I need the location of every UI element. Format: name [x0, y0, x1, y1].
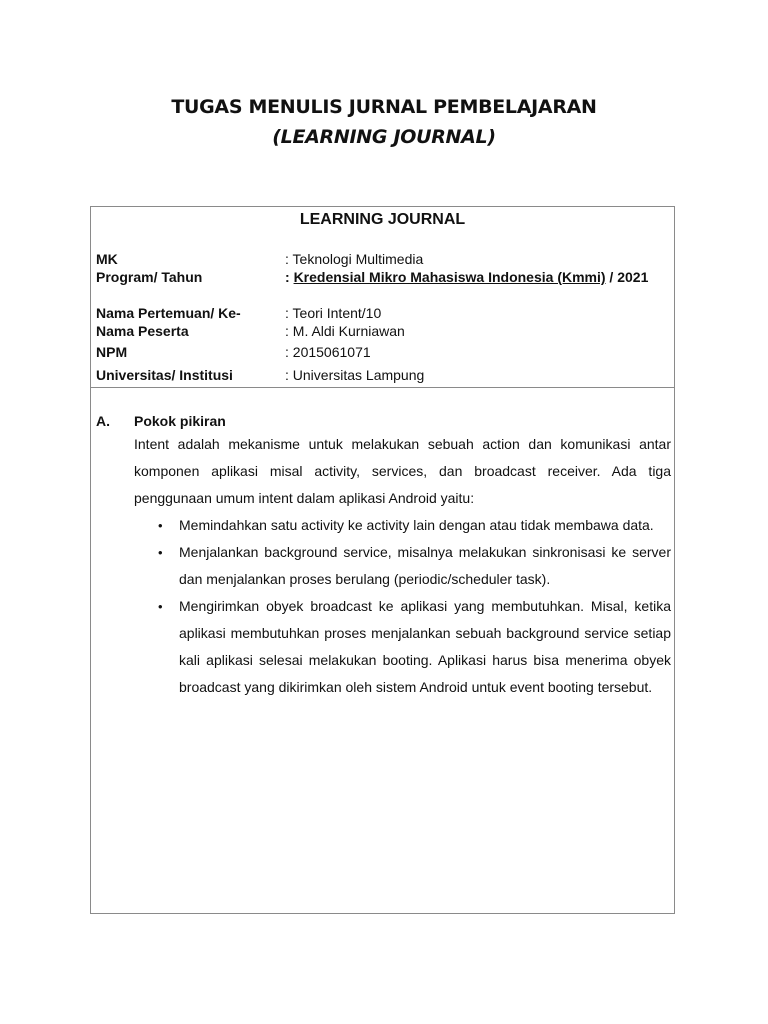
field-label-universitas: Universitas/ Institusi [96, 367, 233, 383]
field-value-npm: : 2015061071 [285, 344, 371, 360]
field-label-program: Program/ Tahun [96, 269, 203, 285]
section-paragraph: Intent adalah mekanisme untuk melakukan sebuah action dan komunikasi antar komponen aplikasi misal activity, services, dan broadcast receiver. Ada tiga penggunaan umum intent dalam aplikasi Android yaitu: [134, 436, 671, 506]
journal-heading: LEARNING JOURNAL [299, 211, 466, 228]
field-value-universitas: : Universitas Lampung [285, 367, 425, 383]
field-value-program [285, 269, 649, 286]
journal-box [90, 206, 675, 914]
list-item [134, 539, 671, 593]
document-title: TUGAS MENULIS JURNAL PEMBELAJARAN [171, 96, 597, 118]
list-item-text: Mengirimkan obyek broadcast ke aplikasi yang membutuhkan. Misal, ketika aplikasi membutuhkan proses menjalankan sebuah background service setiap kali aplikasi selesai melakukan booting. Aplikasi harus bisa menerima obyek broadcast yang dikirimkan oleh sistem Android untuk event booting tersebut. [179, 598, 671, 695]
bullet-icon: • [158, 545, 163, 560]
field-label-mk: MK [96, 251, 118, 267]
list-item-text: Menjalankan background service, misalnya melakukan sinkronisasi ke server dan menjalankan proses berulang (periodic/scheduler task). [179, 544, 671, 587]
field-label-peserta: Nama Peserta [96, 323, 189, 339]
field-value-mk: : Teknologi Multimedia [285, 251, 424, 267]
bullet-icon: • [158, 518, 163, 533]
bullet-icon: • [158, 599, 163, 614]
list-item [134, 512, 671, 539]
field-label-npm: NPM [96, 344, 128, 360]
section-title: Pokok pikiran [134, 413, 226, 429]
field-label-pertemuan: Nama Pertemuan/ Ke- [96, 305, 241, 321]
program-prefix: : [285, 269, 294, 285]
bullet-list [134, 512, 671, 701]
field-value-pertemuan: : Teori Intent/10 [285, 305, 382, 321]
journal-header [91, 207, 674, 388]
program-name: Kredensial Mikro Mahasiswa Indonesia (Kmmi) [293, 269, 606, 285]
program-year: / 2021 [605, 269, 649, 285]
document-subtitle: (LEARNING JOURNAL) [272, 126, 496, 148]
list-item-text: Memindahkan satu activity ke activity lain dengan atau tidak membawa data. [179, 517, 654, 533]
field-value-peserta: : M. Aldi Kurniawan [285, 323, 405, 339]
list-item [134, 593, 671, 701]
section-letter: A. [96, 413, 110, 429]
